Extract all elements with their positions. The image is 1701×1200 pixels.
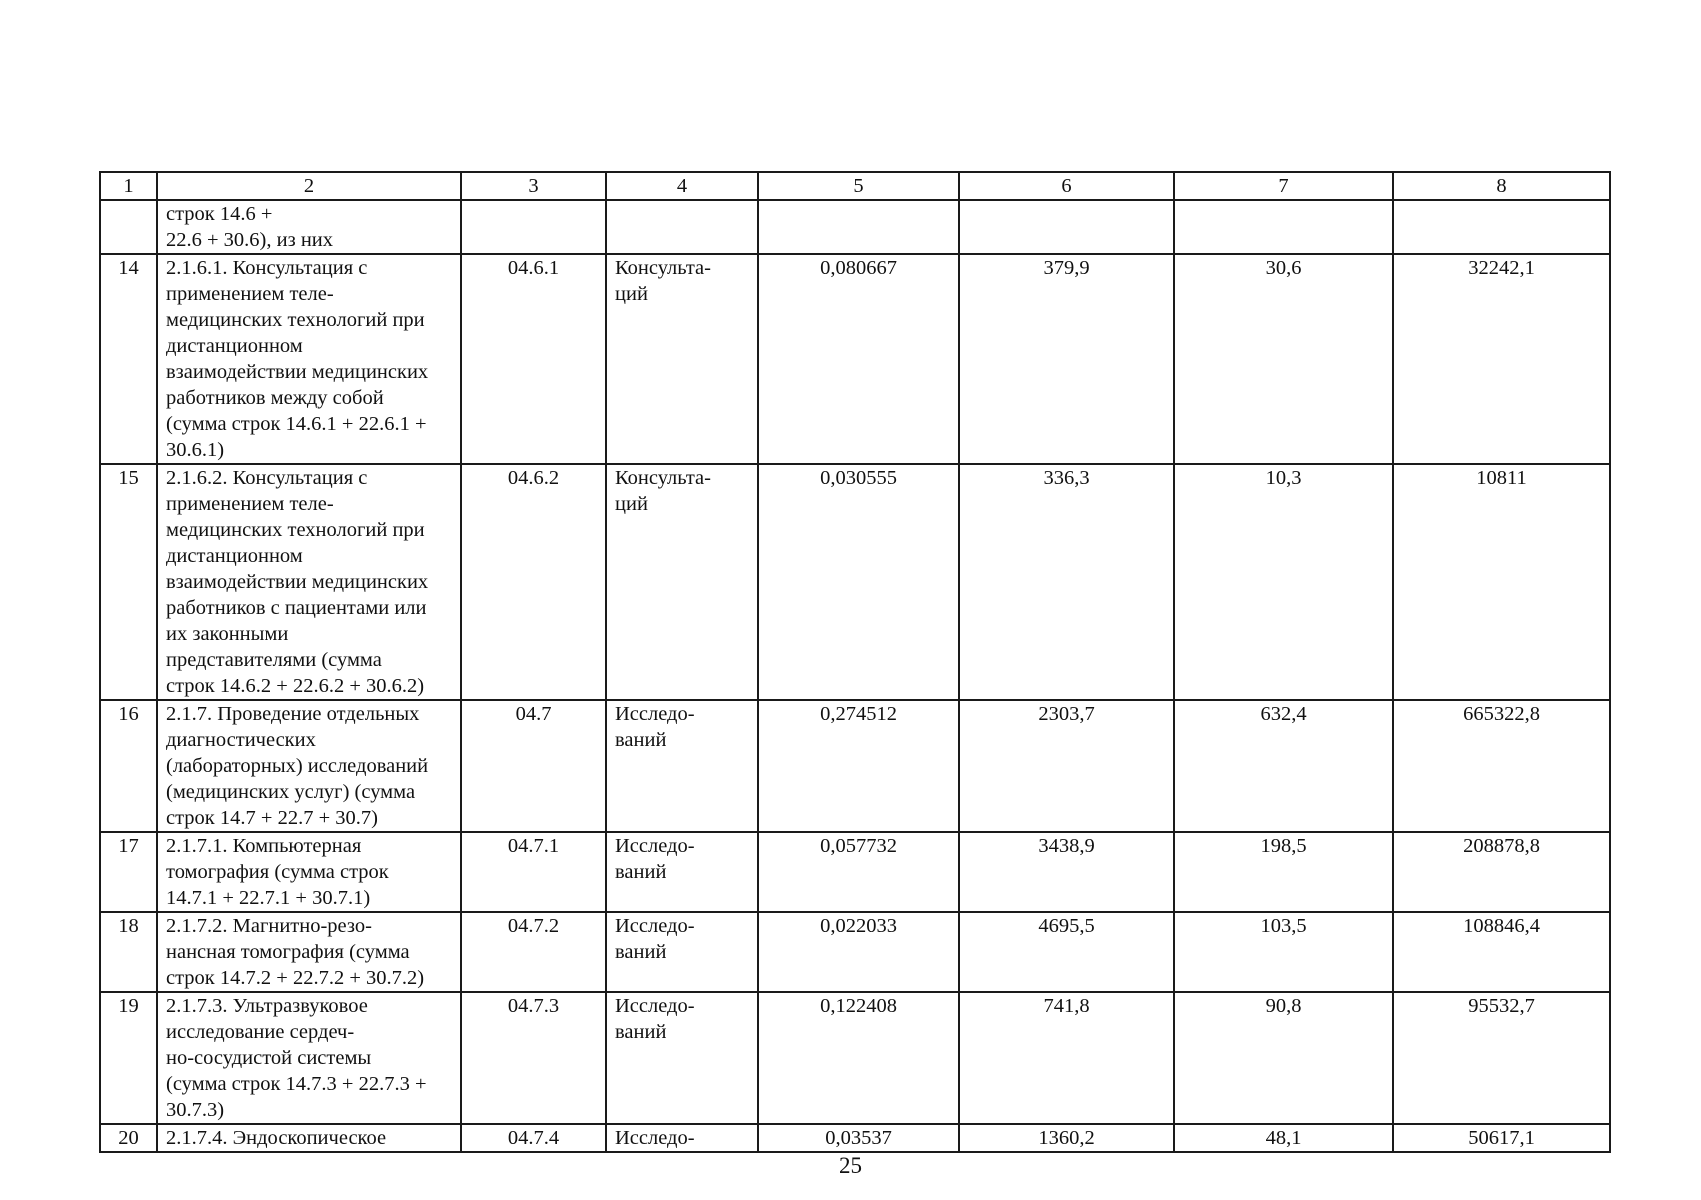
row-description: 2.1.7. Проведение отдельных диагностических (лабораторных) исследований (медицинских услуг) (сумма строк 14.7 + 22.7 + 30.7) [157, 700, 461, 832]
row-code: 04.7.2 [461, 912, 606, 992]
row-number: 18 [100, 912, 157, 992]
row-value-col7: 30,6 [1174, 254, 1393, 464]
row-unit: Исследо- ваний [606, 912, 758, 992]
row-unit: Исследо- [606, 1124, 758, 1152]
row-value-col8: 665322,8 [1393, 700, 1610, 832]
row-value-col5: 0,022033 [758, 912, 959, 992]
table-row [100, 992, 1610, 1124]
row-value-col6: 741,8 [959, 992, 1174, 1124]
row-value-col8: 32242,1 [1393, 254, 1610, 464]
row-unit: Консульта- ций [606, 464, 758, 700]
row-description: 2.1.7.3. Ультразвуковое исследование сердеч- но-сосудистой системы (сумма строк 14.7.3 + 22.7.3 + 30.7.3) [157, 992, 461, 1124]
row-code: 04.7.3 [461, 992, 606, 1124]
row-value-col8: 10811 [1393, 464, 1610, 700]
row-value-col8: 50617,1 [1393, 1124, 1610, 1152]
row-value-col5: 0,080667 [758, 254, 959, 464]
table-row [100, 912, 1610, 992]
row-value-col7: 90,8 [1174, 992, 1393, 1124]
row-value-col7: 10,3 [1174, 464, 1393, 700]
row-value-col8: 208878,8 [1393, 832, 1610, 912]
row-code [461, 200, 606, 254]
row-value-col7 [1174, 200, 1393, 254]
row-value-col5: 0,122408 [758, 992, 959, 1124]
column-header: 2 [157, 172, 461, 200]
table-header-row [100, 172, 1610, 200]
data-table [99, 171, 1611, 1153]
row-unit [606, 200, 758, 254]
row-code: 04.7.1 [461, 832, 606, 912]
row-value-col6: 2303,7 [959, 700, 1174, 832]
row-unit: Консульта- ций [606, 254, 758, 464]
row-number: 14 [100, 254, 157, 464]
row-description: 2.1.6.2. Консультация с применением теле- медицинских технологий при дистанционном взаимодействии медицинских работников с пациентами или их законными представителями (сумма строк 14.6.2 + 22.6.2 + 30.6.2) [157, 464, 461, 700]
row-value-col6: 379,9 [959, 254, 1174, 464]
table-row [100, 464, 1610, 700]
row-description: строк 14.6 + 22.6 + 30.6), из них [157, 200, 461, 254]
row-value-col7: 198,5 [1174, 832, 1393, 912]
row-number: 20 [100, 1124, 157, 1152]
column-header: 3 [461, 172, 606, 200]
row-number: 16 [100, 700, 157, 832]
column-header: 7 [1174, 172, 1393, 200]
row-number [100, 200, 157, 254]
row-description: 2.1.7.4. Эндоскопическое [157, 1124, 461, 1152]
row-number: 15 [100, 464, 157, 700]
row-code: 04.7.4 [461, 1124, 606, 1152]
row-description: 2.1.7.1. Компьютерная томография (сумма строк 14.7.1 + 22.7.1 + 30.7.1) [157, 832, 461, 912]
row-code: 04.6.1 [461, 254, 606, 464]
row-value-col8: 95532,7 [1393, 992, 1610, 1124]
row-value-col7: 48,1 [1174, 1124, 1393, 1152]
row-value-col7: 103,5 [1174, 912, 1393, 992]
page-number: 25 [839, 1153, 862, 1178]
table-row [100, 700, 1610, 832]
row-number: 19 [100, 992, 157, 1124]
column-header: 1 [100, 172, 157, 200]
row-value-col8 [1393, 200, 1610, 254]
table-row [100, 832, 1610, 912]
row-description: 2.1.7.2. Магнитно-резо- нансная томография (сумма строк 14.7.2 + 22.7.2 + 30.7.2) [157, 912, 461, 992]
row-unit: Исследо- ваний [606, 700, 758, 832]
row-value-col7: 632,4 [1174, 700, 1393, 832]
row-value-col5: 0,057732 [758, 832, 959, 912]
column-header: 8 [1393, 172, 1610, 200]
row-value-col6: 4695,5 [959, 912, 1174, 992]
row-code: 04.6.2 [461, 464, 606, 700]
row-value-col5: 0,03537 [758, 1124, 959, 1152]
row-value-col6: 3438,9 [959, 832, 1174, 912]
row-value-col5: 0,274512 [758, 700, 959, 832]
row-value-col5: 0,030555 [758, 464, 959, 700]
row-value-col5 [758, 200, 959, 254]
row-value-col6 [959, 200, 1174, 254]
row-unit: Исследо- ваний [606, 992, 758, 1124]
row-value-col6: 336,3 [959, 464, 1174, 700]
row-value-col8: 108846,4 [1393, 912, 1610, 992]
column-header: 5 [758, 172, 959, 200]
row-value-col6: 1360,2 [959, 1124, 1174, 1152]
table-row [100, 200, 1610, 254]
column-header: 4 [606, 172, 758, 200]
row-code: 04.7 [461, 700, 606, 832]
row-unit: Исследо- ваний [606, 832, 758, 912]
row-number: 17 [100, 832, 157, 912]
table-row [100, 1124, 1610, 1152]
column-header: 6 [959, 172, 1174, 200]
table-row [100, 254, 1610, 464]
row-description: 2.1.6.1. Консультация с применением теле- медицинских технологий при дистанционном взаимодействии медицинских работников между собой (сумма строк 14.6.1 + 22.6.1 + 30.6.1) [157, 254, 461, 464]
